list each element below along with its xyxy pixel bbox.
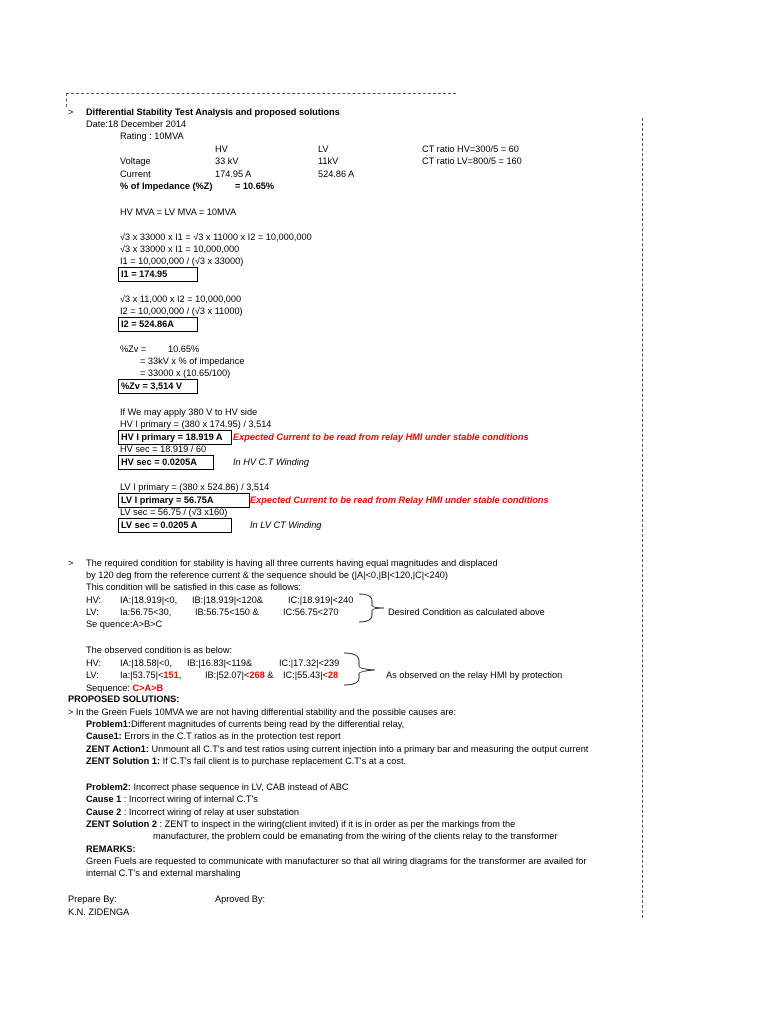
desired-lv-c: IC:56.75<270	[283, 607, 339, 617]
zv-label: %Zv =	[120, 344, 147, 354]
lv-primary-result: LV I primary = 56.75A	[121, 495, 214, 505]
hv-sec-result: HV sec = 0.0205A	[121, 457, 197, 467]
equation: √3 x 11,000 x I2 = 10,000,000	[120, 294, 242, 304]
desired-lv-b: IB:56.75<150 &	[195, 607, 259, 617]
lv-primary-equation: LV I primary = (380 x 524.86) / 3,514	[120, 482, 270, 492]
zv-value: 10.65%	[168, 344, 200, 354]
lv-sec-result: LV sec = 0.0205 A	[121, 520, 198, 530]
impedance-label: % of Impedance (%Z)	[120, 181, 213, 191]
problem-2-cause-2: Cause 2 : Incorrect wiring of relay at user substation	[86, 807, 299, 817]
prepared-by-label: Prepare By:	[68, 894, 117, 904]
hv-sec-equation: HV sec = 18.919 / 60	[120, 444, 207, 454]
desired-brace	[358, 593, 386, 623]
current-hv: 174.95 A	[215, 169, 252, 179]
observed-hv-a: IA:|18.58|<0,	[120, 658, 173, 668]
observed-brace	[343, 652, 377, 686]
equation: I2 = 10,000,000 / (√3 x 11000)	[120, 306, 243, 316]
i2-result: I2 = 524.86A	[121, 319, 174, 329]
preparer-name: K.N. ZIDENGA	[68, 907, 130, 917]
hv-expected-note: Expected Current to be read from relay HMI under stable conditions	[233, 432, 529, 442]
observed-hv-c: IC:|17.32|<239	[279, 658, 340, 668]
observed-condition-note: As observed on the relay HMI by protection	[386, 670, 563, 680]
lv-expected-note: Expected Current to be read from Relay HMI under stable conditions	[250, 495, 549, 505]
problem-2-cause-1: Cause 1 : Incorrect wiring of internal C.T's	[86, 794, 258, 804]
remarks-text: Green Fuels are requested to communicate with manufacturer so that all wiring diagrams for the transformer are availed for	[86, 856, 587, 866]
observed-hv-b: IB:|16.83|<119&	[187, 658, 253, 668]
equation: √3 x 33000 x I1 = √3 x 11000 x I2 = 10,000,000	[120, 232, 312, 242]
zent-solution-2-continued: manufacturer, the problem could be emanating from the wiring of the clients relay to the transformer	[153, 831, 558, 841]
zent-action-1: ZENT Action1: Unmount all C.T's and test ratios using current injection into a primary bar and measuring the output current	[86, 744, 589, 754]
desired-lv-a: Ia:56.75<30,	[120, 607, 172, 617]
document-date: Date:18 December 2014	[86, 119, 187, 129]
top-dashed-border	[66, 93, 456, 94]
current-lv: 524.86 A	[318, 169, 355, 179]
apply-voltage-note: If We may apply 380 V to HV side	[120, 407, 258, 417]
ct-ratio-lv: CT ratio LV=800/5 = 160	[422, 156, 522, 166]
zent-solution-2: ZENT Solution 2 : ZENT to inspect in the wiring(client invited) if it is in order as per the markings from the	[86, 819, 516, 829]
hv-primary-result: HV I primary = 18.919 A	[121, 432, 223, 442]
i1-result: I1 = 174.95	[121, 269, 168, 279]
document-title: Differential Stability Test Analysis and proposed solutions	[86, 107, 340, 117]
rating: Rating : 10MVA	[120, 131, 184, 141]
problem-1: Problem1:Different magnitudes of currents being read by the differential relay,	[86, 719, 405, 729]
stability-text: The required condition for stability is having all three currents having equal magnitudes and displaced	[86, 558, 498, 568]
solutions-heading: PROPOSED SOLUTIONS:	[68, 694, 180, 704]
desired-lv-label: LV:	[86, 607, 99, 617]
observed-lv-c: IC:|55.43|<28	[283, 670, 339, 680]
remarks-label: REMARKS:	[86, 844, 136, 854]
stability-text: This condition will be satisfied in this case as follows:	[86, 582, 301, 592]
zv-step: = 33000 x (10.65/100)	[140, 368, 231, 378]
desired-hv-c: IC:|18.919|<240	[288, 595, 354, 605]
cause-1: Cause1: Errors in the C.T ratios as in the protection test report	[86, 731, 341, 741]
impedance-value: = 10.65%	[235, 181, 275, 191]
observed-sequence: Sequence: C>A>B	[86, 683, 164, 693]
mva-equation: HV MVA = LV MVA = 10MVA	[120, 207, 237, 217]
observed-lv-label: LV:	[86, 670, 99, 680]
lv-header: LV	[318, 144, 329, 154]
voltage-hv: 33 kV	[215, 156, 239, 166]
desired-condition-note: Desired Condition as calculated above	[388, 607, 545, 617]
desired-sequence: Se quence:A>B>C	[86, 619, 163, 629]
left-dashed-border	[66, 93, 67, 107]
remarks-text: internal C.T's and external marshaling	[86, 868, 241, 878]
approved-by-label: Aproved By:	[215, 894, 266, 904]
desired-hv-label: HV:	[86, 595, 101, 605]
hv-winding-note: In HV C.T Winding	[233, 457, 309, 467]
current-label: Current	[120, 169, 151, 179]
equation: I1 = 10,000,000 / (√3 x 33000)	[120, 256, 244, 266]
lv-winding-note: In LV CT Winding	[250, 520, 322, 530]
zv-result: %Zv = 3,514 V	[121, 381, 183, 391]
stability-text: by 120 deg from the reference current & the sequence should be (|A|<0,|B|<120,|C|<240)	[86, 570, 448, 580]
zent-solution-1: ZENT Solution 1: If C.T's fail client is to purchase replacement C.T's at a cost.	[86, 756, 407, 766]
bullet: >	[68, 558, 74, 568]
hv-header: HV	[215, 144, 228, 154]
desired-hv-a: IA:|18.919|<0,	[120, 595, 178, 605]
voltage-label: Voltage	[120, 156, 151, 166]
observed-hv-label: HV:	[86, 658, 101, 668]
hv-primary-equation: HV I primary = (380 x 174.95) / 3,514	[120, 419, 272, 429]
bullet: >	[68, 107, 74, 117]
solutions-intro: > In the Green Fuels 10MVA we are not having differential stability and the possible causes are:	[68, 707, 457, 717]
problem-2: Problem2: Incorrect phase sequence in LV, CAB instead of ABC	[86, 782, 349, 792]
lv-sec-equation: LV sec = 56.75 / (√3 x160)	[120, 507, 228, 517]
observed-lv-b: IB:|52.07|<268 &	[205, 670, 274, 680]
observed-lv-a: Ia:|53.75|<151,	[120, 670, 182, 680]
ct-ratio-hv: CT ratio HV=300/5 = 60	[422, 144, 519, 154]
right-dashed-border	[642, 118, 643, 918]
voltage-lv: 11kV	[318, 156, 339, 166]
zv-step: = 33kV x % of impedance	[140, 356, 245, 366]
desired-hv-b: IB:|18.919|<120&	[192, 595, 263, 605]
equation: √3 x 33000 x I1 = 10,000,000	[120, 244, 240, 254]
observed-intro: The observed condition is as below:	[86, 645, 233, 655]
